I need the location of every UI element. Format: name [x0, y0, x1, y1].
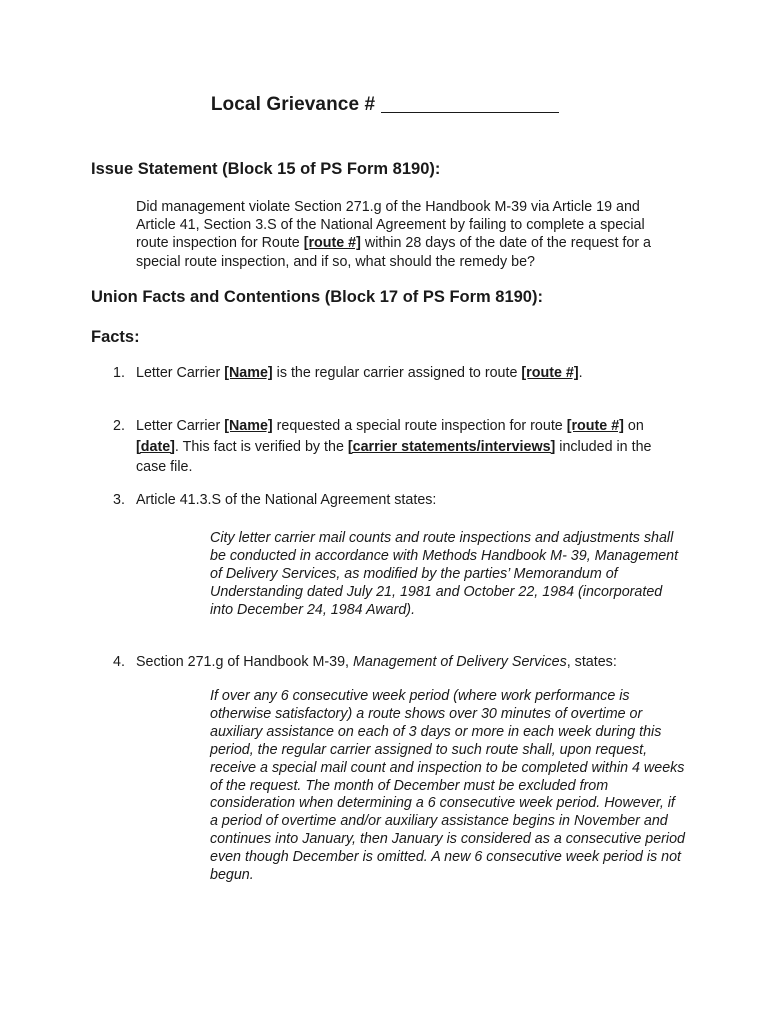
name-placeholder: [Name] [224, 365, 273, 381]
route-placeholder: [route #] [521, 365, 579, 381]
fact-number: 4. [113, 654, 125, 670]
fact-item-3 [113, 490, 683, 511]
fact-text-segment: is the regular carrier assigned to route [272, 365, 522, 381]
facts-heading: Facts: [91, 328, 140, 346]
issue-statement-heading: Issue Statement (Block 15 of PS Form 8190): [91, 160, 441, 178]
fact-text-segment: . [578, 365, 583, 381]
fact-text-segment: Section 271.g of Handbook M-39, [136, 654, 353, 670]
statements-placeholder: [carrier statements/interviews] [347, 438, 556, 455]
grievance-number-blank [381, 92, 559, 113]
handbook-title: Management of Delivery Services [352, 654, 567, 670]
fact-text-segment: . This fact is verified by the [174, 438, 348, 455]
fact-item-4 [113, 652, 683, 673]
issue-text-part1: Did management violate Section 271.g of the Handbook M-39 via Article 19 and Article 41, Section 3.S of the National Agreement by failing to complete a special route inspection for Route [136, 199, 645, 252]
page-title [0, 92, 770, 116]
issue-text-part2: within 28 days of the date of the request for a special route inspection, and if so, what should the remedy be? [136, 235, 651, 270]
fact-text: Article 41.3.S of the National Agreement states: [136, 492, 437, 508]
fact-item-1 [113, 363, 683, 384]
fact-text-segment: Letter Carrier [136, 418, 225, 434]
union-facts-heading: Union Facts and Contentions (Block 17 of PS Form 8190): [91, 288, 543, 306]
fact-text-segment: , states: [566, 654, 617, 670]
article-41-quote: City letter carrier mail counts and route inspections and adjustments shall be conducted in accordance with Methods Handbook M- 39, Management of Delivery Services, as modified by the parties’ Memorandum of Understanding dated July 21, 1981 and October 22, 1984 (incorporated into December 24, 1984 Award). [210, 530, 679, 618]
section-271g-quote: If over any 6 consecutive week period (where work performance is otherwise satisfactory) a route shows over 30 minutes of overtime or auxiliary assistance on each of 3 days or more in each week during this period, the regular carrier assigned to such route shall, upon request, receive a special mail count and inspection to be completed within 4 weeks of the request. The month of December must be excluded from consideration when determining a 6 consecutive week period. However, if a period of overtime and/or auxiliary assistance begins in November and continues into January, then January is considered as a consecutive period even though December is omitted. A new 6 consecutive week period is not begun. [210, 688, 685, 884]
fact-text [136, 652, 683, 673]
route-placeholder: [route #] [303, 235, 361, 252]
route-placeholder: [route #] [566, 418, 624, 434]
fact-text-segment: Letter Carrier [136, 365, 225, 381]
title-label: Local Grievance # [210, 94, 376, 115]
fact-text-segment: on [623, 418, 644, 434]
fact-number: 1. [113, 365, 125, 381]
fact-number: 3. [113, 492, 125, 508]
fact-item-2 [113, 416, 683, 478]
fact-text [136, 416, 683, 478]
fact-text-segment: included in the case file. [136, 438, 652, 475]
fact-text-segment: requested a special route inspection for route [272, 418, 567, 434]
name-placeholder: [Name] [224, 418, 273, 434]
date-placeholder: [date] [136, 438, 175, 455]
fact-text [136, 363, 683, 384]
issue-statement-text [136, 198, 681, 271]
fact-number: 2. [113, 418, 125, 434]
